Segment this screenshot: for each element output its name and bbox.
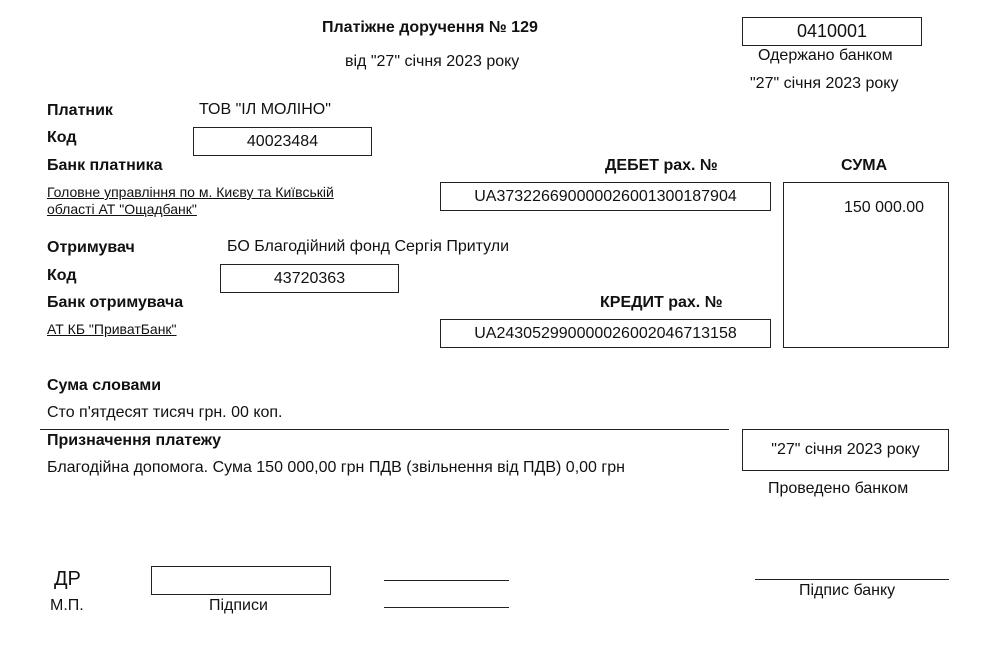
processed-date: "27" січня 2023 року <box>771 441 920 458</box>
signatures-label: Підписи <box>209 597 268 614</box>
payer-name: ТОВ "ІЛ МОЛІНО" <box>199 101 331 118</box>
divider-line <box>40 429 729 430</box>
payer-code-label: Код <box>47 129 77 146</box>
recipient-bank-name: АТ КБ "ПриватБанк" <box>47 321 177 337</box>
received-label: Одержано банком <box>758 47 893 64</box>
credit-label: КРЕДИТ рах. № <box>600 294 723 311</box>
amount-label: СУМА <box>841 157 888 174</box>
dr-label: ДР <box>54 568 81 590</box>
purpose-label: Призначення платежу <box>47 432 222 449</box>
recipient-name: БО Благодійний фонд Сергія Притули <box>227 238 510 255</box>
payer-bank-name-line2: області АТ "Ощадбанк" <box>47 201 197 217</box>
amount-value: 150 000.00 <box>844 199 925 216</box>
processed-date-box <box>742 429 949 471</box>
amount-words-label: Сума словами <box>47 377 162 394</box>
form-code: 0410001 <box>796 21 868 41</box>
payer-code-box <box>193 127 372 156</box>
recipient-code: 43720363 <box>273 269 346 287</box>
signature-line-2 <box>384 607 509 608</box>
amount-words-text: Сто п'ятдесят тисяч грн. 00 коп. <box>47 404 283 421</box>
debit-label: ДЕБЕТ рах. № <box>605 157 718 174</box>
recipient-bank-label: Банк отримувача <box>47 294 184 311</box>
credit-account-box <box>440 319 771 348</box>
debit-account-box <box>440 182 771 211</box>
bank-signature-label: Підпис банку <box>799 582 896 599</box>
processed-label: Проведено банком <box>768 480 909 497</box>
credit-account: UA243052990000026002046713158 <box>474 324 737 342</box>
recipient-label: Отримувач <box>47 239 135 256</box>
payer-code: 40023484 <box>246 132 319 150</box>
payer-bank-name-line1: Головне управління по м. Києву та Київській <box>47 184 334 200</box>
purpose-text: Благодійна допомога. Сума 150 000,00 грн ПДВ (звільнення від ПДВ) 0,00 грн <box>47 459 625 476</box>
received-date: "27" січня 2023 року <box>750 75 899 92</box>
bank-signature-line <box>755 579 949 580</box>
amount-box <box>783 182 949 348</box>
recipient-code-box <box>220 264 399 293</box>
payer-bank-label: Банк платника <box>47 157 163 174</box>
payer-label: Платник <box>47 102 113 119</box>
document-title: Платіжне доручення № 129 <box>322 19 538 36</box>
form-code-box <box>742 17 922 46</box>
signature-line-1 <box>384 580 509 581</box>
stamp-label: М.П. <box>50 597 84 614</box>
document-date: від "27" січня 2023 року <box>345 53 520 70</box>
debit-account: UA373226690000026001300187904 <box>474 187 737 205</box>
recipient-code-label: Код <box>47 267 77 284</box>
signature-box <box>151 566 331 595</box>
